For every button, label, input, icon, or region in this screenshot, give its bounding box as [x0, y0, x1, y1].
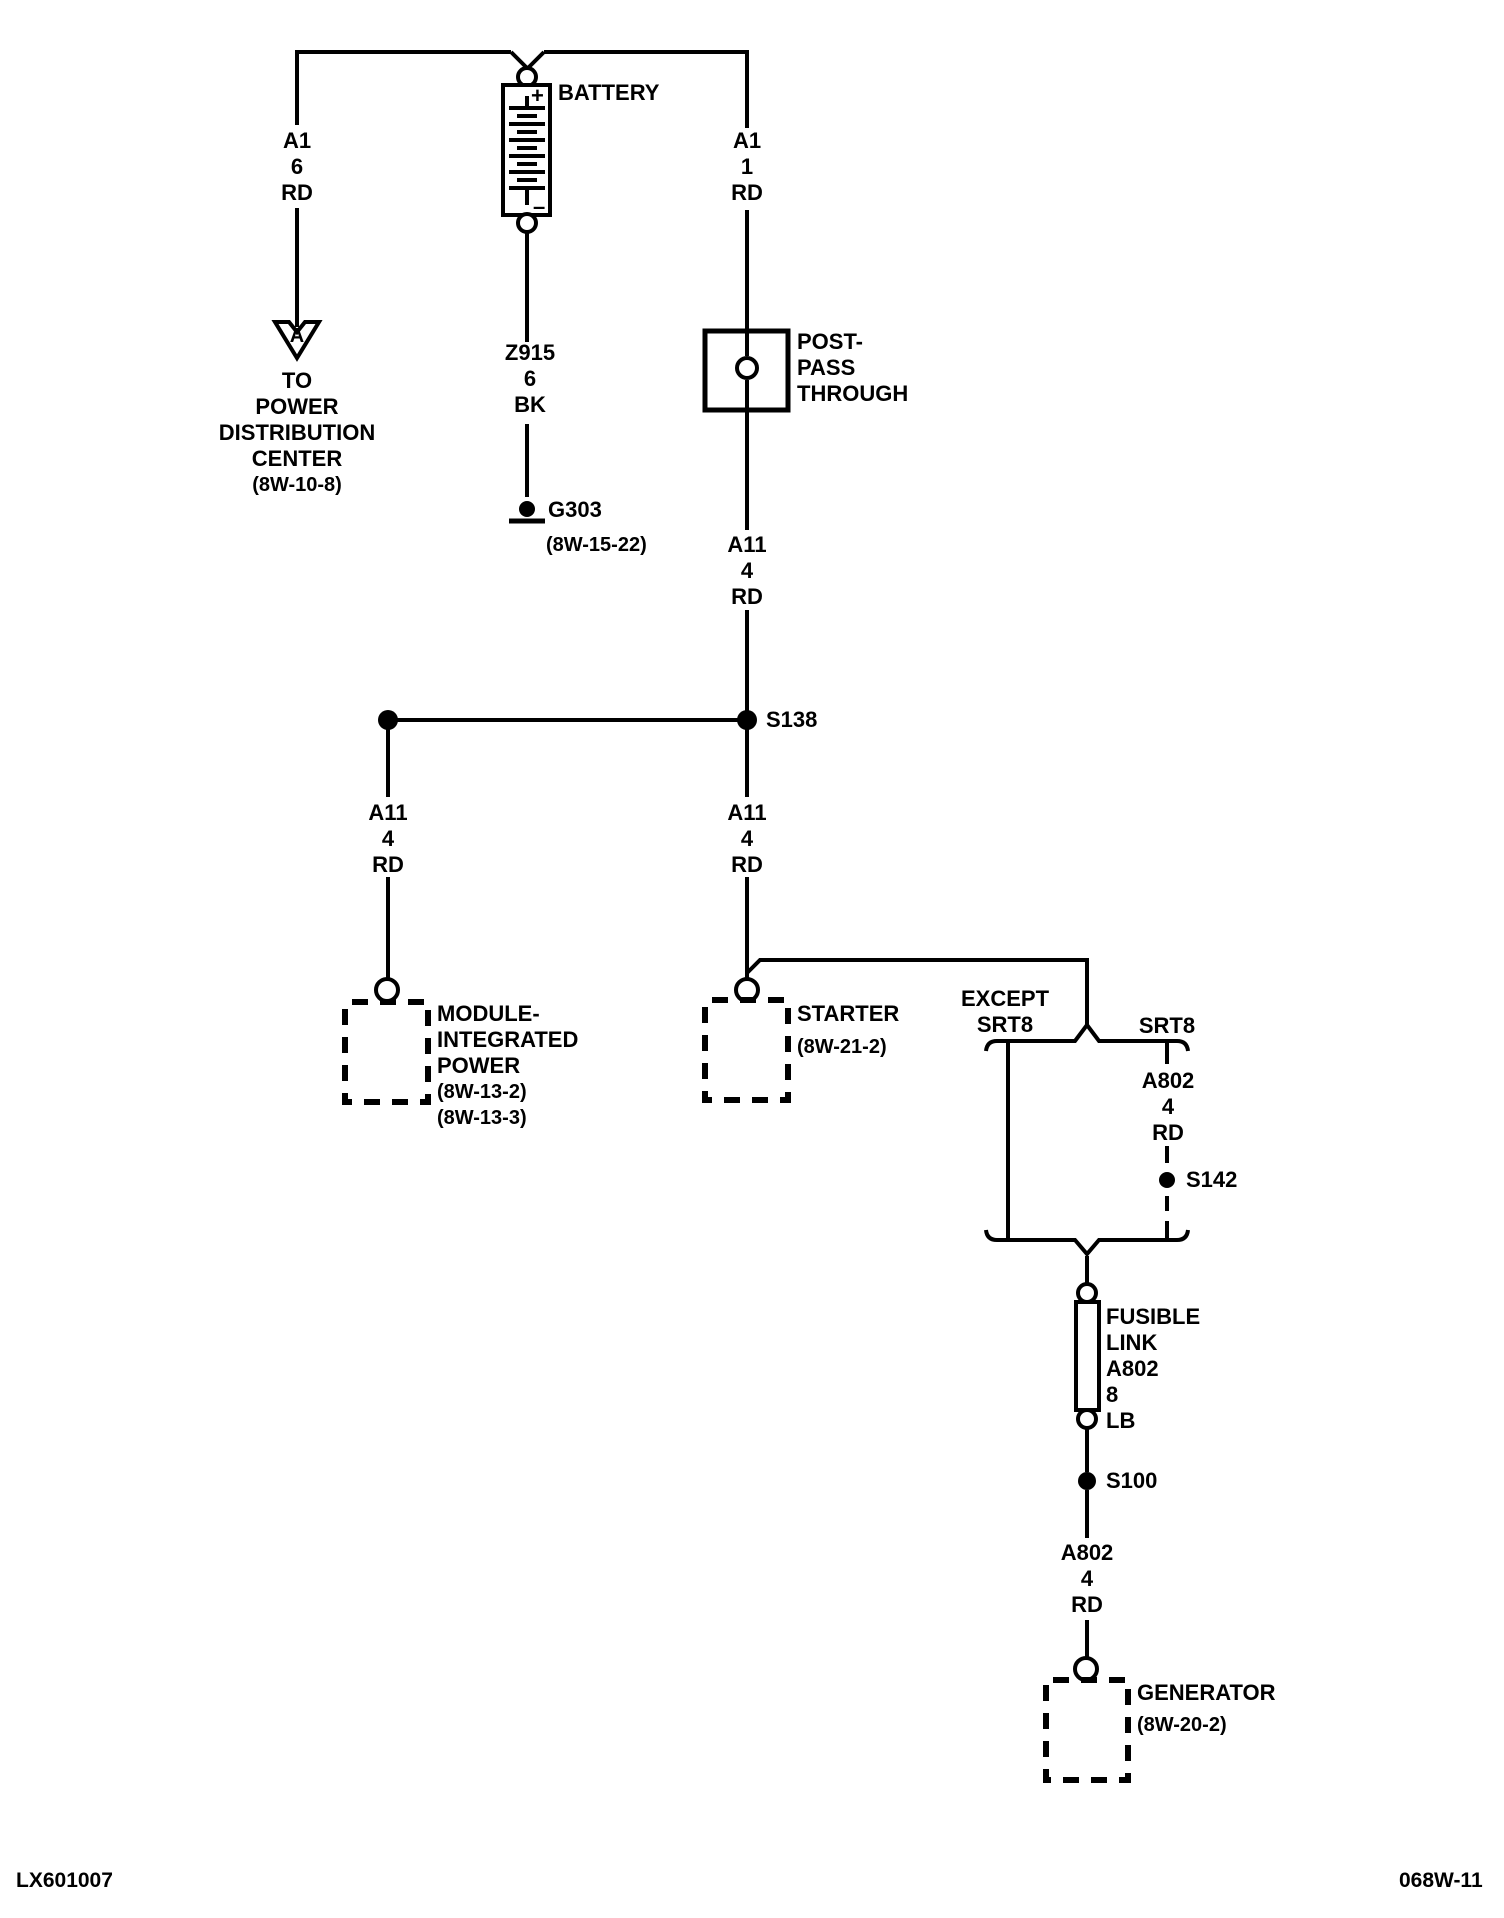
fusible-line: 8	[1106, 1382, 1119, 1407]
wire-color: RD	[1152, 1120, 1184, 1145]
variant-line: SRT8	[976, 1012, 1034, 1037]
ppt-line: THROUGH	[797, 381, 909, 406]
footer-sheet-number: 068W-11	[1399, 1869, 1483, 1892]
wire-color: RD	[731, 852, 763, 877]
footer-diagram-number: LX601007	[16, 1869, 113, 1892]
starter-symbol	[705, 979, 788, 1100]
pdc-ref: (8W-10-8)	[252, 474, 342, 496]
fusible-line: FUSIBLE	[1106, 1304, 1201, 1329]
fusible-link-body	[1076, 1302, 1099, 1410]
ppt-line: PASS	[797, 355, 856, 380]
wire-label-a1-left	[281, 128, 313, 206]
post-pass-through-label	[797, 329, 908, 407]
fusible-line: LB	[1106, 1408, 1136, 1433]
ground-symbol-g303	[509, 501, 545, 521]
post-pass-through-symbol	[705, 331, 788, 410]
component-dashed-box	[705, 1000, 788, 1100]
wire-circuit: A11	[727, 800, 767, 825]
wire-segment	[511, 52, 527, 68]
wire-segment	[528, 52, 544, 68]
ppt-line: POST-	[797, 329, 864, 354]
generator-symbol	[1046, 1658, 1128, 1780]
fusible-link-symbol	[1076, 1284, 1099, 1428]
pdc-line: CENTER	[251, 446, 343, 471]
wire-gauge: 6	[290, 154, 304, 179]
splice-dot-left	[378, 710, 398, 730]
wire-gauge: 4	[740, 826, 754, 851]
pdc-line: DISTRIBUTION	[218, 420, 376, 445]
module-integrated-power-symbol	[345, 979, 428, 1102]
wire-circuit: A1	[282, 128, 312, 153]
ground-dot	[519, 501, 535, 517]
splice-dot-s138	[737, 710, 757, 730]
starter-ref: (8W-21-2)	[797, 1036, 887, 1058]
pdc-line: TO	[281, 368, 313, 393]
starter-label: STARTER	[797, 1001, 900, 1026]
wire-label-a1-right	[731, 128, 763, 206]
wire-label-a802-gen	[1061, 1540, 1114, 1618]
wire-color: RD	[1071, 1592, 1103, 1617]
connector-circle	[376, 979, 398, 1001]
variant-label-except-srt8	[961, 986, 1049, 1038]
splice-s100-label: S100	[1106, 1468, 1158, 1493]
connector-circle	[1075, 1658, 1097, 1680]
wire-color: RD	[731, 584, 763, 609]
mip-ref: (8W-13-3)	[437, 1107, 527, 1129]
wire-gauge: 4	[740, 558, 754, 583]
splice-s142-label: S142	[1186, 1167, 1238, 1192]
wire-label-a11-mid	[727, 532, 766, 610]
component-dashed-box	[1046, 1680, 1128, 1780]
wire-color: RD	[372, 852, 404, 877]
splice-s138-label: S138	[766, 707, 818, 732]
wire-gauge: 4	[1080, 1566, 1094, 1591]
wire-label-a11-left	[368, 800, 407, 878]
wire-gauge: 4	[1161, 1094, 1175, 1119]
wire-label-z915	[505, 340, 555, 418]
battery-label: BATTERY	[558, 80, 660, 105]
wire-gauge: 6	[523, 366, 537, 391]
fusible-line: LINK	[1106, 1330, 1158, 1355]
variant-label-srt8: SRT8	[1138, 1013, 1196, 1038]
splice-dot-s100	[1078, 1472, 1096, 1490]
wire-color: RD	[281, 180, 313, 205]
ground-g303-ref: (8W-15-22)	[546, 534, 647, 556]
mip-line: MODULE-	[437, 1001, 540, 1026]
generator-label: GENERATOR	[1137, 1680, 1276, 1705]
wire-circuit: A802	[1060, 1540, 1114, 1565]
wire-label-a802-srt8	[1142, 1068, 1195, 1146]
wire-color: BK	[514, 392, 546, 417]
component-dashed-box	[345, 1002, 428, 1102]
mip-line: POWER	[437, 1053, 521, 1078]
ground-g303-label: G303	[548, 497, 602, 522]
battery-plus-sign: +	[531, 83, 544, 108]
pdc-line: POWER	[255, 394, 339, 419]
fusible-line: A802	[1106, 1356, 1159, 1381]
wire-circuit: A11	[727, 532, 767, 557]
battery-minus-sign: –	[533, 194, 546, 219]
brace-bottom	[986, 1230, 1188, 1254]
wire-circuit: Z915	[504, 340, 556, 365]
wire-circuit: A802	[1141, 1068, 1195, 1093]
offpage-connector-letter: A	[289, 325, 305, 347]
generator-ref: (8W-20-2)	[1137, 1714, 1227, 1736]
variant-line: EXCEPT	[960, 986, 1050, 1011]
wire-circuit: A11	[368, 800, 408, 825]
mip-ref: (8W-13-2)	[437, 1081, 527, 1103]
fusible-link-label	[1106, 1304, 1200, 1434]
power-distribution-center-label	[219, 368, 375, 498]
post-terminal-circle	[737, 358, 757, 378]
wire-label-a11-right	[727, 800, 766, 878]
connector-circle	[1078, 1284, 1096, 1302]
wire-color: RD	[731, 180, 763, 205]
connector-circle	[1078, 1410, 1096, 1428]
wire-gauge: 1	[740, 154, 754, 179]
splice-dot-s142	[1159, 1172, 1175, 1188]
mip-line: INTEGRATED	[437, 1027, 579, 1052]
module-integrated-power-label	[437, 1001, 578, 1131]
wire-circuit: A1	[732, 128, 762, 153]
wire-gauge: 4	[381, 826, 395, 851]
